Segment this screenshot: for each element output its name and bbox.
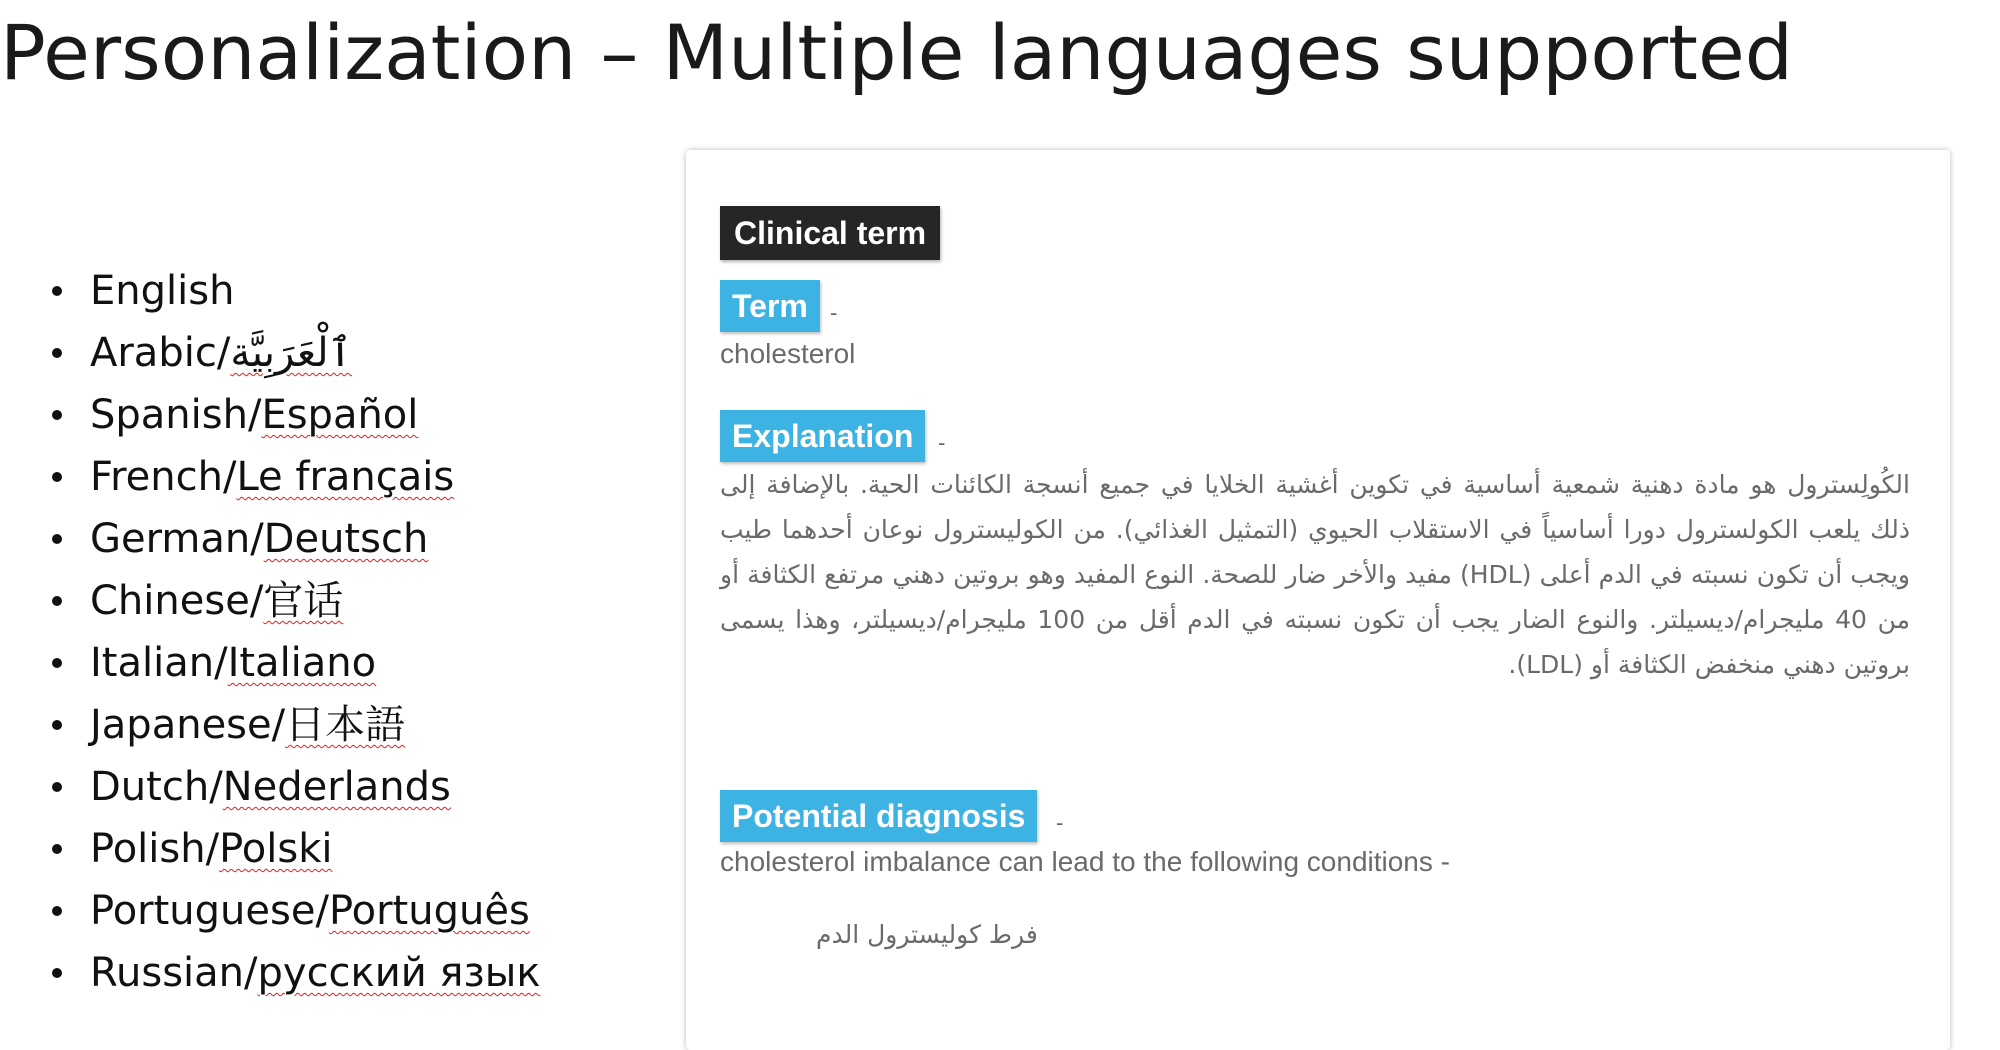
- slide-title: Personalization – Multiple languages supported: [0, 8, 1793, 97]
- language-english-name: Polish: [90, 826, 206, 872]
- language-native-name: 官话: [263, 578, 344, 624]
- language-english-name: Japanese: [90, 702, 272, 748]
- clinical-term-heading: Clinical term: [720, 206, 940, 260]
- language-item: [48, 446, 541, 508]
- language-native-name: Deutsch: [263, 516, 429, 562]
- language-english-name: French: [90, 454, 223, 500]
- language-item: [48, 322, 541, 384]
- language-item: [48, 508, 541, 570]
- term-dash: -: [830, 300, 838, 325]
- language-separator: /: [222, 454, 237, 500]
- language-english-name: Arabic: [90, 330, 217, 376]
- language-english-name: Spanish: [90, 392, 248, 438]
- diagnosis-dash: -: [1056, 810, 1064, 835]
- language-english-name: German: [90, 516, 251, 562]
- language-english-name: Dutch: [90, 764, 210, 810]
- language-item: [48, 756, 541, 818]
- language-item: [48, 260, 541, 322]
- language-english-name: Russian: [90, 950, 245, 996]
- term-label: Term: [720, 280, 820, 332]
- explanation-dash: -: [938, 430, 946, 455]
- language-native-name: Italiano: [227, 640, 377, 686]
- language-native-name: Polski: [219, 826, 333, 872]
- bullet-icon: [52, 968, 62, 978]
- language-english-name: Italian: [90, 640, 215, 686]
- language-item: [48, 880, 541, 942]
- language-separator: /: [247, 392, 262, 438]
- bullet-icon: [52, 844, 62, 854]
- explanation-label: Explanation: [720, 410, 925, 462]
- language-native-name: Español: [261, 392, 419, 438]
- bullet-icon: [52, 658, 62, 668]
- language-separator: /: [271, 702, 286, 748]
- language-item: [48, 632, 541, 694]
- bullet-icon: [52, 286, 62, 296]
- bullet-icon: [52, 596, 62, 606]
- bullet-icon: [52, 782, 62, 792]
- language-native-name: русский язык: [257, 950, 541, 996]
- bullet-icon: [52, 348, 62, 358]
- language-separator: /: [315, 888, 329, 934]
- explanation-text: الكُولِسترول هو مادة دهنية شمعية أساسية في تكوين أغشية الخلايا في جميع أنسجة الكائنات الحية. بالإضافة إلى ذلك يلعب الكولسترول دورا أساسياً في الاستقلاب الحيوي (التمثيل الغذائي). من الكوليسترول نوعان أحدهما طيب ويجب أن تكون نسبته في الدم أعلى (HDL) مفيد والأخر ضار للصحة. النوع المفيد وهو بروتين دهني مرتفع الكثافة أو من 40 مليجرام/ديسيلتر. والنوع الضار يجب أن تكون نسبته في الدم أقل من 100 مليجرام/ديسيلتر، وهذا يسمى بروتين دهني منخفض الكثافة أو (LDL).: [720, 470, 1910, 679]
- term-value: cholesterol: [720, 338, 856, 369]
- language-item: [48, 384, 541, 446]
- language-item: [48, 818, 541, 880]
- bullet-icon: [52, 472, 62, 482]
- diagnosis-item: فرط كوليسترول الدم: [816, 920, 1038, 949]
- language-separator: /: [244, 950, 258, 996]
- language-separator: /: [216, 330, 231, 376]
- bullet-icon: [52, 534, 62, 544]
- bullet-icon: [52, 720, 62, 730]
- language-separator: /: [205, 826, 220, 872]
- language-native-name: Le français: [236, 454, 455, 500]
- language-native-name: ٱلْعَرَبِيَّة: [230, 330, 352, 376]
- language-native-name: 日本語: [285, 702, 406, 748]
- language-item: [48, 570, 541, 632]
- language-native-name: Nederlands: [222, 764, 451, 810]
- language-separator: /: [209, 764, 223, 810]
- language-list: [48, 260, 541, 1004]
- language-separator: /: [249, 578, 264, 624]
- language-english-name: English: [90, 268, 235, 314]
- language-english-name: Portuguese: [90, 888, 316, 934]
- clinical-term-card: [686, 150, 1950, 1050]
- language-separator: /: [250, 516, 264, 562]
- language-native-name: Português: [328, 888, 530, 934]
- language-item: [48, 942, 541, 1004]
- language-separator: /: [214, 640, 228, 686]
- language-item: [48, 694, 541, 756]
- bullet-icon: [52, 410, 62, 420]
- diagnosis-label: Potential diagnosis: [720, 790, 1037, 842]
- diagnosis-intro: cholesterol imbalance can lead to the following conditions -: [720, 846, 1450, 877]
- language-english-name: Chinese: [90, 578, 250, 624]
- bullet-icon: [52, 906, 62, 916]
